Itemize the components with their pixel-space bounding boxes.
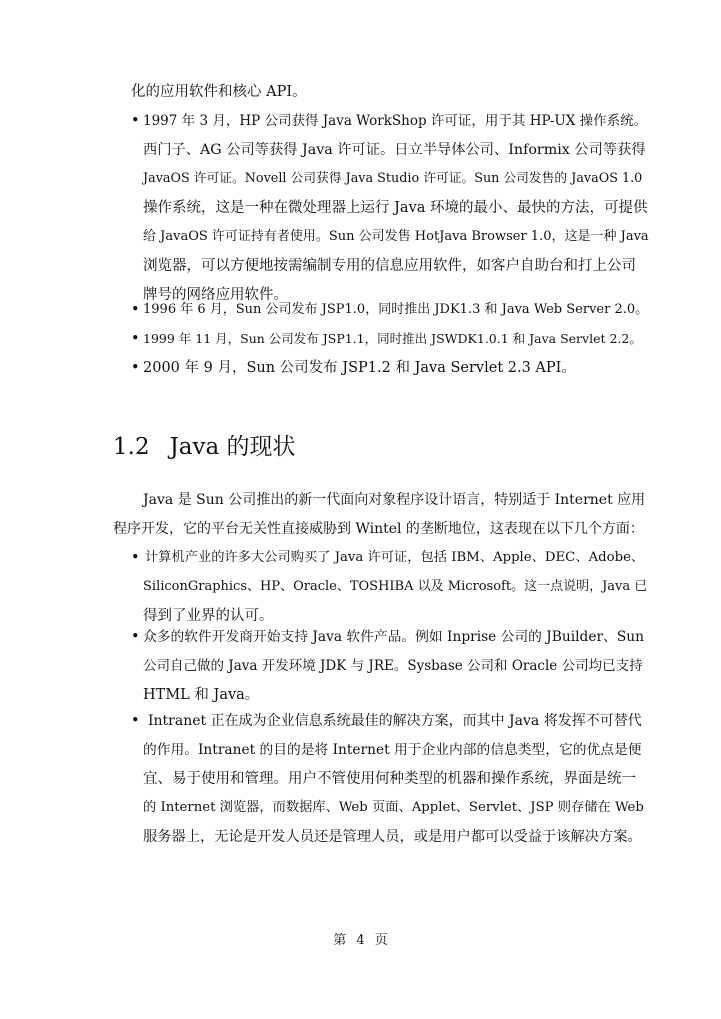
bullet-marker: • [131,713,140,729]
list-item-line: 给 JavaOS 许可证持有者使用。Sun 公司发售 HotJava Browser 1.0，这是一种 Java [143,229,649,244]
bullet-marker: • [131,550,140,566]
list-item-line: HTML 和 Java。 [143,687,260,703]
list-item-line: 1997 年 3 月，HP 公司获得 Java WorkShop 许可证，用于其 HP-UX 操作系统。 [143,113,648,129]
list-item-line: 服务器上，无论是开发人员还是管理人员，或是用户都可以受益于该解决方案。 [143,829,642,845]
section-heading [113,432,296,462]
list-item-line: 操作系统，这是一种在微处理器上运行 Java 环境的最小、最快的方法，可提供 [143,200,648,216]
list-item-line: 1999 年 11 月，Sun 公司发布 JSP1.1，同时推出 JSWDK1.0.1 和 Java Servlet 2.2。 [143,331,642,346]
list-item-line: 计算机产业的许多大公司购买了 Java 许可证，包括 IBM、Apple、DEC、Adobe、 [145,550,645,565]
continuation-line: 化的应用软件和核心 API。 [131,84,307,100]
section-number: 1.2 [113,434,150,460]
list-item-line: 1996 年 6 月，Sun 公司发布 JSP1.0，同时推出 JDK1.3 和 Java Web Server 2.0。 [143,302,649,317]
list-item-line: 牌号的网络应用软件。 [143,287,288,303]
list-item-line: 西门子、AG 公司等获得 Java 许可证。日立半导体公司、Informix 公司等获得 [143,142,646,158]
bullet-marker: • [131,302,140,318]
bullet-marker: • [131,113,140,129]
list-item-line: 众多的软件开发商开始支持 Java 软件产品。例如 Inprise 公司的 JBuilder、Sun [143,629,644,645]
bullet-marker: • [131,360,140,376]
list-item-line: Intranet 正在成为企业信息系统最佳的解决方案，而其中 Java 将发挥不可替代 [148,713,642,729]
page-number: 第 4 页 [333,933,388,948]
list-item-line: 得到了业界的认可。 [143,608,274,624]
list-item-line: 的 Internet 浏览器，而数据库、Web 页面、Applet、Servlet、JSP 则存储在 Web [143,800,644,815]
bullet-marker: • [131,629,140,645]
bullet-marker: • [131,331,140,347]
list-item-line: 2000 年 9 月，Sun 公司发布 JSP1.2 和 Java Servlet 2.3 API。 [143,360,576,376]
list-item-line: 公司自己做的 Java 开发环境 JDK 与 JRE。Sysbase 公司和 Oracle 公司均已支持 [143,658,643,674]
list-item-line: JavaOS 许可证。Novell 公司获得 Java Studio 许可证。Sun 公司发售的 JavaOS 1.0 [143,171,643,186]
paragraph-line: 程序开发，它的平台无关性直接威胁到 Wintel 的垄断地位，这表现在以下几个方面： [113,521,644,537]
list-item-line: SiliconGraphics、HP、Oracle、TOSHIBA 以及 Microsoft。这一点说明，Java 已 [143,579,648,594]
section-title: Java 的现状 [169,434,296,460]
paragraph-line: Java 是 Sun 公司推出的新一代面向对象程序设计语言，特别适于 Internet 应用 [143,492,646,508]
list-item-line: 浏览器，可以方便地按需编制专用的信息应用软件，如客户自助台和打上公司 [143,258,636,274]
list-item-line: 的作用。Intranet 的目的是将 Internet 用于企业内部的信息类型，它的优点是便 [143,742,642,758]
list-item-line: 宜、易于使用和管理。用户不管使用何种类型的机器和操作系统，界面是统一 [143,771,636,787]
